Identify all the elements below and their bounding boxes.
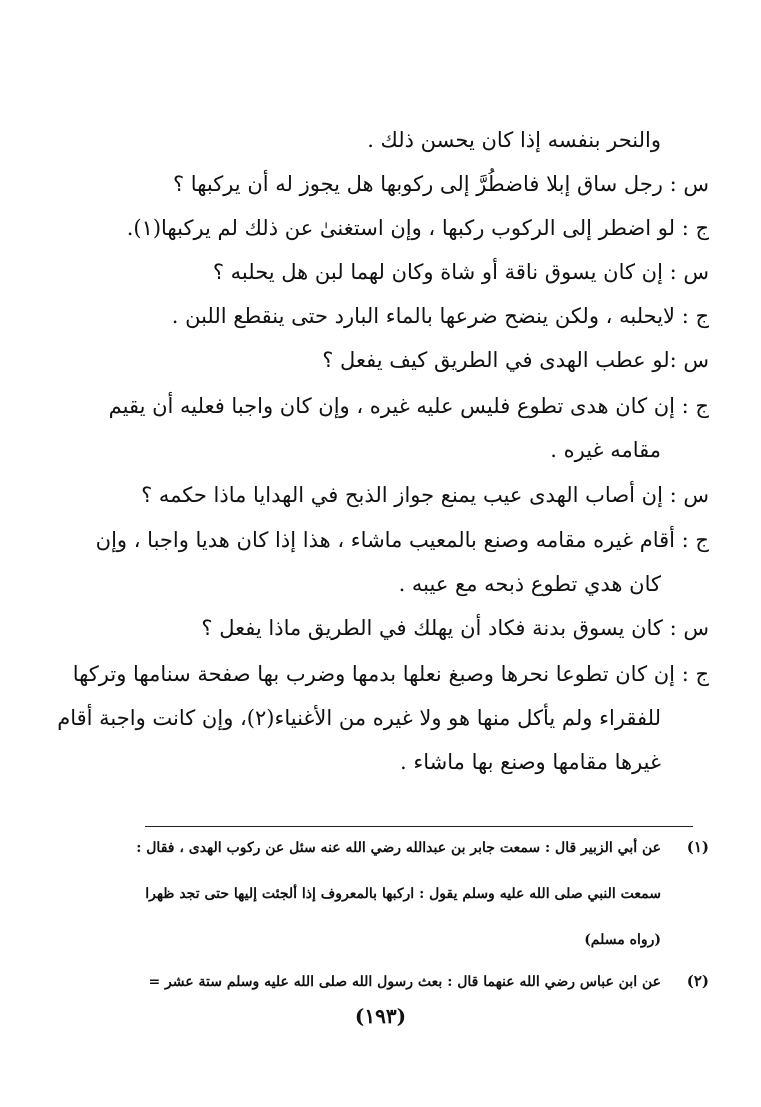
answer-line-10: ج : أقام غيره مقامه وصنع بالمعيب ماشاء ، هذا إذا كان هديا واجبا ، وإن [95, 528, 709, 552]
footnote-1-line-1: عن أبي الزبير قال : سمعت جابر بن عبدالله رضي الله عنه سئل عن ركوب الهدى ، فقال : [136, 840, 661, 856]
footnote-2-marker: (٢) [686, 972, 709, 990]
footnote-1-line-3: (رواه مسلم) [584, 932, 661, 948]
footnote-1-marker: (١) [686, 838, 709, 856]
text-line-8: مقامه غيره . [550, 438, 661, 462]
question-line-12: س : كان يسوق بدنة فكاد أن يهلك في الطريق ماذا يفعل ؟ [201, 616, 709, 640]
text-line-1: والنحر بنفسه إذا كان يحسن ذلك . [367, 128, 661, 152]
question-line-9: س : إن أصاب الهدى عيب يمنع جواز الذبح في الهدايا ماذا حكمه ؟ [141, 483, 709, 507]
text-line-14: للفقراء ولم يأكل منها هو ولا غيره من الأغنياء(٢)، وإن كانت واجبة أقام [57, 706, 661, 730]
text-line-11: كان هدي تطوع ذبحه مع عيبه . [398, 572, 661, 596]
answer-line-5: ج : لايحلبه ، ولكن ينضح ضرعها بالماء البارد حتى ينقطع اللبن . [171, 304, 709, 328]
text-line-15: غيرها مقامها وصنع بها ماشاء . [400, 750, 661, 774]
answer-line-3: ج : لو اضطر إلى الركوب ركبها ، وإن استغنىٰ عن ذلك لم يركبها(١). [126, 216, 709, 240]
page-number: (١٩٣) [354, 1004, 407, 1028]
footnote-1-line-2: سمعت النبي صلى الله عليه وسلم يقول : اركبها بالمعروف إذا ألجئت إليها حتى تجد ظهرا [145, 886, 661, 902]
answer-line-7: ج : إن كان هدى تطوع فليس عليه غيره ، وإن كان واجبا فعليه أن يقيم [108, 394, 709, 418]
footnote-2-line-1: عن ابن عباس رضي الله عنهما قال : بعث رسول الله صلى الله عليه وسلم ستة عشر = [148, 974, 661, 990]
question-line-2: س : رجل ساق إبلا فاضطُرَّ إلى ركوبها هل يجوز له أن يركبها ؟ [172, 172, 709, 196]
question-line-6: س :لو عطب الهدى في الطريق كيف يفعل ؟ [322, 348, 709, 372]
footnote-divider [145, 826, 693, 827]
answer-line-13: ج : إن كان تطوعا نحرها وصبغ نعلها بدمها وضرب بها صفحة سنامها وتركها [72, 662, 709, 686]
question-line-4: س : إن كان يسوق ناقة أو شاة وكان لهما لبن هل يحلبه ؟ [212, 260, 709, 284]
